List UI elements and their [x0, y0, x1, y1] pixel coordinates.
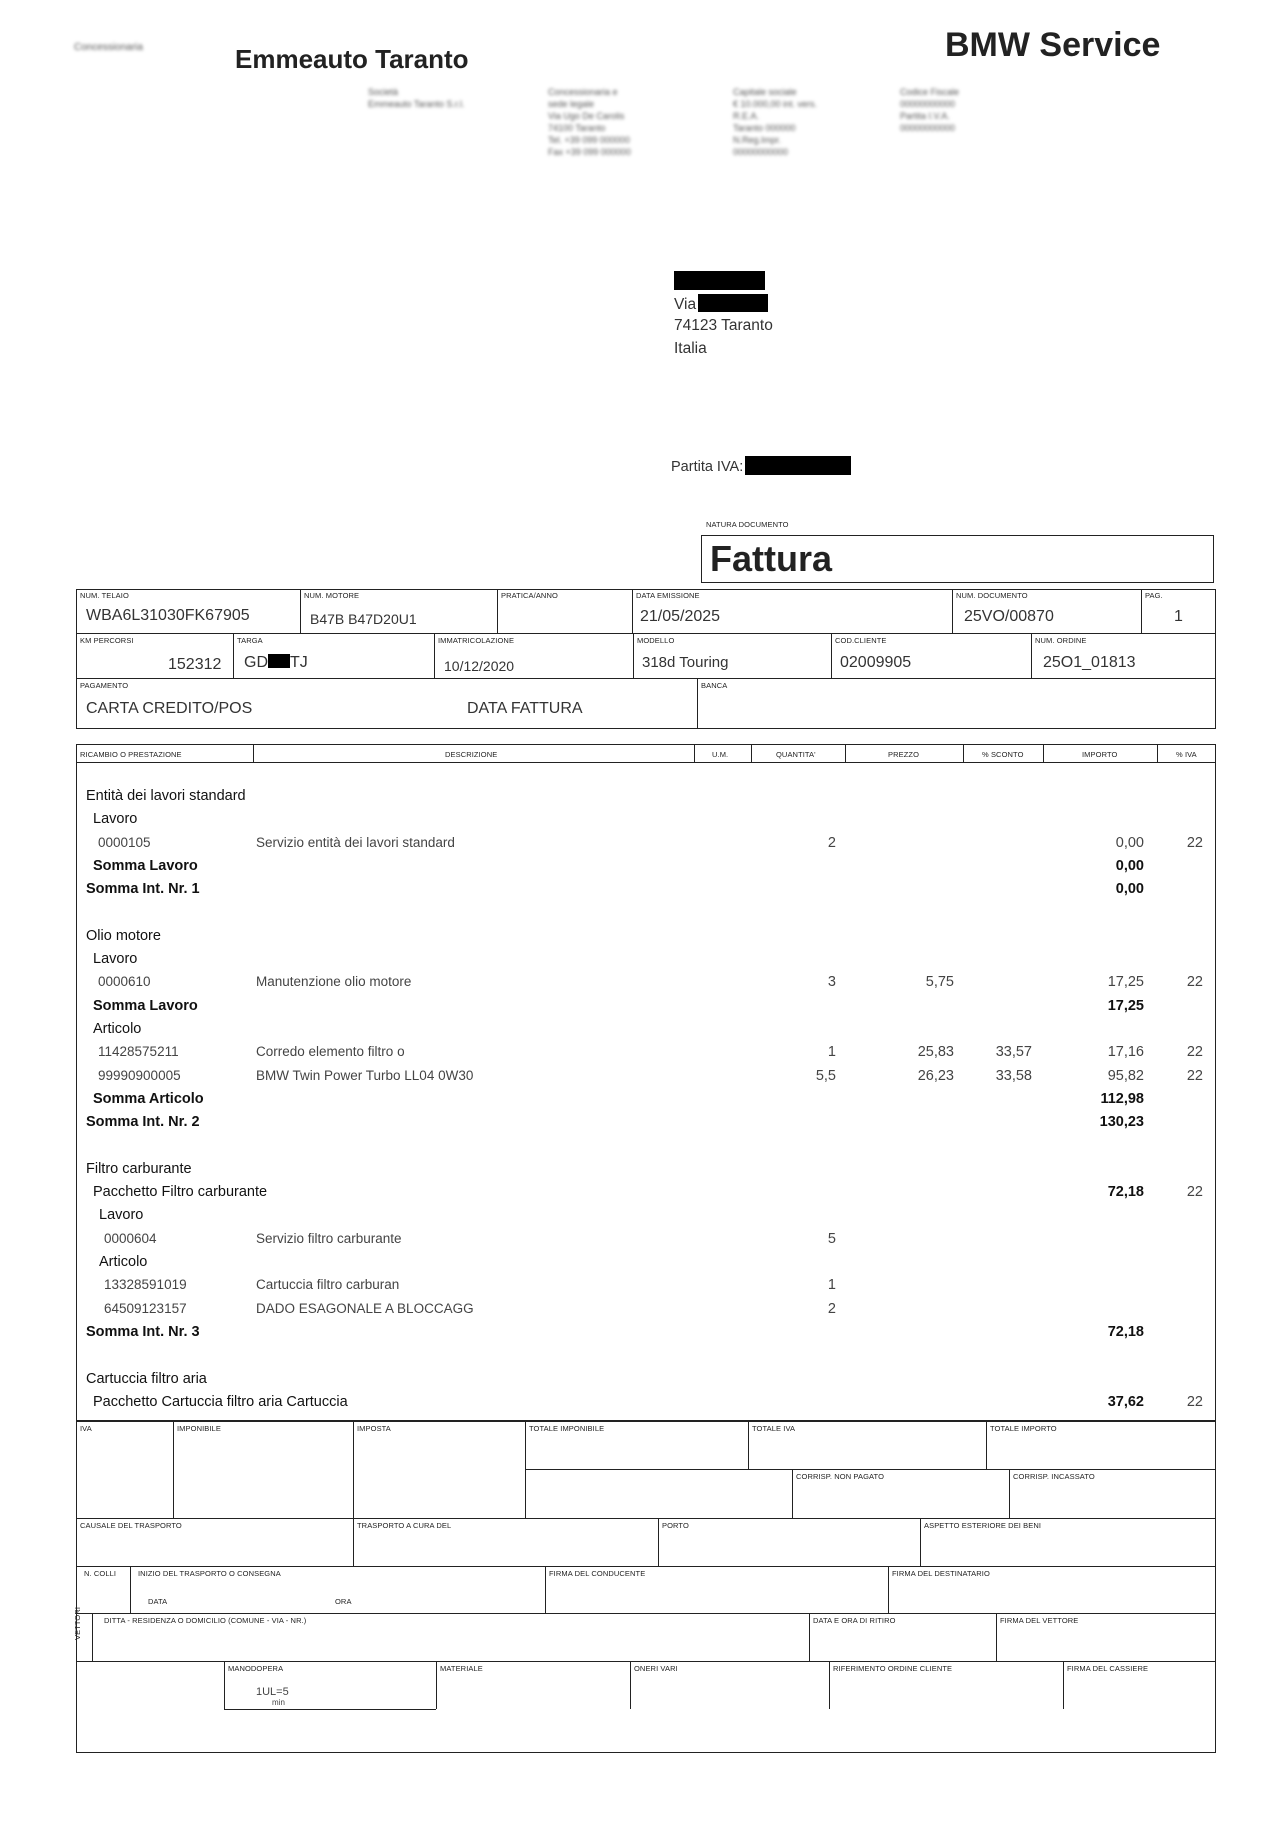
line-code: Articolo [99, 1254, 148, 1270]
line-code: Pacchetto Cartuccia filtro aria Cartuccia [93, 1393, 348, 1410]
line-code: Somma Lavoro [93, 857, 198, 874]
ordine-value: 25O1_01813 [1043, 654, 1136, 671]
pagamento-label: PAGAMENTO [80, 681, 129, 690]
footer-causale: CAUSALE DEL TRASPORTO [80, 1521, 182, 1530]
footer-totale-imponibile: TOTALE IMPONIBILE [529, 1424, 605, 1433]
line-amount: 17,25 [1107, 974, 1144, 991]
data-fattura-label: DATA FATTURA [467, 700, 583, 717]
footer-colli: N. COLLI [84, 1569, 117, 1578]
line-price: 26,23 [917, 1067, 954, 1084]
table-row-total [86, 1114, 1206, 1136]
table-row [86, 1068, 1206, 1090]
table-row [86, 1301, 1206, 1323]
numdoc-value: 25VO/00870 [964, 608, 1054, 625]
line-quantity: 5,5 [815, 1067, 836, 1084]
line-vat: 22 [1186, 834, 1203, 851]
table-row-sub2 [86, 1254, 1206, 1276]
km-value: 152312 [168, 656, 222, 673]
line-quantity: 3 [827, 974, 836, 991]
line-vat: 22 [1186, 1184, 1203, 1201]
table-row-subtotal [86, 1091, 1206, 1113]
pag-value: 1 [1174, 608, 1183, 625]
recipient-country: Italia [674, 340, 707, 357]
table-row-subtotal [86, 998, 1206, 1020]
col-descrizione: DESCRIZIONE [445, 750, 498, 759]
numdoc-label: NUM. DOCUMENTO [956, 591, 1028, 600]
line-quantity: 1 [827, 1277, 836, 1294]
recipient-name-redacted [674, 271, 765, 290]
dealer-logo: Concessionaria [74, 42, 143, 53]
table-row-sub2 [86, 1207, 1206, 1229]
targa-value: GD TJ [244, 654, 308, 671]
emissione-value: 21/05/2025 [640, 608, 721, 625]
footer-inizio: INIZIO DEL TRASPORTO O CONSEGNA [138, 1569, 281, 1578]
line-vat: 22 [1186, 1393, 1203, 1410]
footer-manodopera: MANODOPERA [228, 1664, 284, 1673]
line-vat: 22 [1186, 1044, 1203, 1061]
col-ricambio: RICAMBIO O PRESTAZIONE [80, 750, 182, 759]
line-code: Cartuccia filtro aria [86, 1370, 207, 1387]
col-prezzo: PREZZO [888, 750, 920, 759]
recipient-city: 74123 Taranto [674, 317, 773, 334]
line-code: Filtro carburante [86, 1160, 192, 1177]
footer-firma-destinatario: FIRMA DEL DESTINATARIO [892, 1569, 990, 1578]
footer-ditta: DITTA - RESIDENZA O DOMICILIO (COMUNE - VIA - NR.) [104, 1616, 307, 1625]
line-amount: 37,62 [1107, 1393, 1144, 1410]
recipient-vat: Partita IVA: [671, 456, 851, 475]
footer-ora: ORA [335, 1597, 352, 1606]
line-vat: 22 [1186, 974, 1203, 991]
footer-imponibile: IMPONIBILE [177, 1424, 221, 1433]
brand-title: BMW Service [945, 26, 1161, 64]
line-amount: 130,23 [1099, 1114, 1144, 1131]
line-quantity: 1 [827, 1044, 836, 1061]
line-code: Somma Lavoro [93, 997, 198, 1014]
footer-imposta: IMPOSTA [357, 1424, 391, 1433]
footer-firma-cassiere: FIRMA DEL CASSIERE [1067, 1664, 1149, 1673]
pag-label: PAG. [1145, 591, 1163, 600]
immatricolazione-value: 10/12/2020 [444, 658, 515, 674]
line-code: Olio motore [86, 927, 161, 944]
line-price: 25,83 [917, 1044, 954, 1061]
line-description: Cartuccia filtro carburan [256, 1277, 400, 1293]
line-description: Servizio entità dei lavori standard [256, 834, 455, 850]
line-code: 11428575211 [98, 1044, 179, 1060]
line-amount: 0,00 [1115, 834, 1144, 851]
line-code: 0000604 [104, 1230, 157, 1246]
line-code: Somma Articolo [93, 1090, 204, 1107]
telaio-value: WBA6L31030FK67905 [86, 607, 250, 624]
targa-label: TARGA [237, 636, 263, 645]
line-quantity: 5 [827, 1230, 836, 1247]
table-row-total [86, 881, 1206, 903]
table-row-package [86, 1184, 1206, 1206]
col-iva: % IVA [1176, 750, 1197, 759]
col-importo: IMPORTO [1082, 750, 1118, 759]
line-amount: 17,16 [1107, 1044, 1144, 1061]
line-amount: 112,98 [1100, 1090, 1144, 1107]
modello-value: 318d Touring [642, 654, 729, 671]
recipient-street: Via [674, 294, 768, 314]
footer-corrisp-non-pagato: CORRISP. NON PAGATO [796, 1472, 885, 1481]
table-row [86, 1044, 1206, 1066]
table-row [86, 974, 1206, 996]
footer-data: DATA [148, 1597, 168, 1606]
footer-materiale: MATERIALE [440, 1664, 483, 1673]
table-row [86, 1277, 1206, 1299]
codcliente-value: 02009905 [840, 654, 912, 671]
line-amount: 17,25 [1107, 997, 1144, 1014]
table-row-section [86, 788, 1206, 810]
table-row-sub [86, 951, 1206, 973]
footer-firma-conducente: FIRMA DEL CONDUCENTE [549, 1569, 646, 1578]
line-code: Lavoro [93, 951, 138, 968]
document-title-box [701, 535, 1214, 583]
footer-firma-vettore: FIRMA DEL VETTORE [1000, 1616, 1079, 1625]
line-discount: 33,57 [995, 1044, 1032, 1061]
line-amount: 72,18 [1107, 1323, 1144, 1340]
codcliente-label: COD.CLIENTE [835, 636, 887, 645]
line-code: Entità dei lavori standard [86, 788, 246, 804]
footer-corrisp-incassato: CORRISP. INCASSATO [1013, 1472, 1095, 1481]
ordine-label: NUM. ORDINE [1035, 636, 1087, 645]
line-code: Somma Int. Nr. 2 [86, 1114, 200, 1131]
line-code: Somma Int. Nr. 3 [86, 1323, 200, 1340]
footer-totale-importo: TOTALE IMPORTO [990, 1424, 1057, 1433]
footer-aspetto: ASPETTO ESTERIORE DEI BENI [924, 1521, 1042, 1530]
footer-manodopera-sub: min [272, 1698, 285, 1707]
line-code: 99990900005 [98, 1067, 181, 1083]
footer-oneri: ONERI VARI [634, 1664, 678, 1673]
table-row [86, 1231, 1206, 1253]
line-code: 13328591019 [104, 1277, 187, 1293]
table-row-spacer [86, 1138, 1206, 1160]
col-sconto: % SCONTO [982, 750, 1024, 759]
immatricolazione-label: IMMATRICOLAZIONE [438, 636, 515, 645]
line-code: Somma Int. Nr. 1 [86, 881, 200, 898]
motore-value: B47B B47D20U1 [310, 611, 417, 627]
modello-label: MODELLO [637, 636, 675, 645]
table-row-sub [86, 1021, 1206, 1043]
table-row-section [86, 1161, 1206, 1183]
company-info-2: Concessionaria e sede legale Via Ugo De Carolis 74100 Taranto Tel. +39 099 000000 Fax +39 099 000000 [548, 87, 631, 157]
line-description: Corredo elemento filtro o [256, 1044, 405, 1060]
footer-totale-iva: TOTALE IVA [752, 1424, 796, 1433]
footer-manodopera-value: 1UL=5 [256, 1686, 289, 1698]
table-row-section [86, 1371, 1206, 1393]
company-info-3: Capitale sociale € 10.000,00 int. vers. R.E.A. Taranto 000000 N.Reg.Impr. 00000000000 [733, 87, 818, 157]
line-code: 64509123157 [104, 1300, 187, 1316]
line-amount: 0,00 [1115, 881, 1144, 898]
footer-data-ritiro: DATA E ORA DI RITIRO [813, 1616, 896, 1625]
footer-riferimento: RIFERIMENTO ORDINE CLIENTE [833, 1664, 953, 1673]
line-description: Servizio filtro carburante [256, 1230, 402, 1246]
line-amount: 0,00 [1115, 857, 1144, 874]
table-row-spacer [86, 1347, 1206, 1369]
col-quantita: QUANTITA' [776, 750, 816, 759]
motore-label: NUM. MOTORE [304, 591, 360, 600]
km-label: KM PERCORSI [80, 636, 134, 645]
nature-label: NATURA DOCUMENTO [706, 520, 789, 529]
pratica-label: PRATICA/ANNO [501, 591, 558, 600]
line-code: 0000105 [98, 834, 151, 850]
line-code: Lavoro [99, 1207, 144, 1224]
line-quantity: 2 [827, 1300, 836, 1317]
col-um: U.M. [712, 750, 729, 759]
emissione-label: DATA EMISSIONE [636, 591, 700, 600]
line-code: Pacchetto Filtro carburante [93, 1184, 268, 1201]
dealer-name: Emmeauto Taranto [235, 44, 469, 74]
line-code: Articolo [93, 1021, 142, 1037]
footer-vettori: VETTORI [73, 1606, 82, 1640]
line-description: BMW Twin Power Turbo LL04 0W30 [256, 1067, 474, 1083]
company-info-1: Società Emmeauto Taranto S.r.l. [368, 87, 465, 109]
line-vat: 22 [1186, 1067, 1203, 1084]
line-amount: 95,82 [1107, 1067, 1144, 1084]
document-title: Fattura [710, 538, 833, 579]
line-code: Lavoro [93, 811, 138, 828]
table-row-subtotal [86, 858, 1206, 880]
line-discount: 33,58 [995, 1067, 1032, 1084]
footer-trasporto-cura: TRASPORTO A CURA DEL [357, 1521, 452, 1530]
line-description: DADO ESAGONALE A BLOCCAGG [256, 1300, 474, 1316]
table-row-package [86, 1394, 1206, 1416]
line-amount: 72,18 [1107, 1184, 1144, 1201]
table-row-spacer [86, 905, 1206, 927]
line-description: Manutenzione olio motore [256, 974, 412, 990]
company-info-4: Codice Fiscale 00000000000 Partita I.V.A. 00000000000 [900, 87, 960, 133]
line-code: 0000610 [98, 974, 151, 990]
footer-grid [76, 1421, 1216, 1753]
table-row-sub [86, 811, 1206, 833]
table-row [86, 835, 1206, 857]
banca-label: BANCA [701, 681, 728, 690]
table-row-section [86, 928, 1206, 950]
telaio-label: NUM. TELAIO [80, 591, 129, 600]
line-price: 5,75 [925, 974, 954, 991]
footer-porto: PORTO [662, 1521, 689, 1530]
line-quantity: 2 [827, 834, 836, 851]
table-row-total [86, 1324, 1206, 1346]
footer-iva: IVA [80, 1424, 92, 1433]
pagamento-value: CARTA CREDITO/POS [86, 700, 253, 717]
